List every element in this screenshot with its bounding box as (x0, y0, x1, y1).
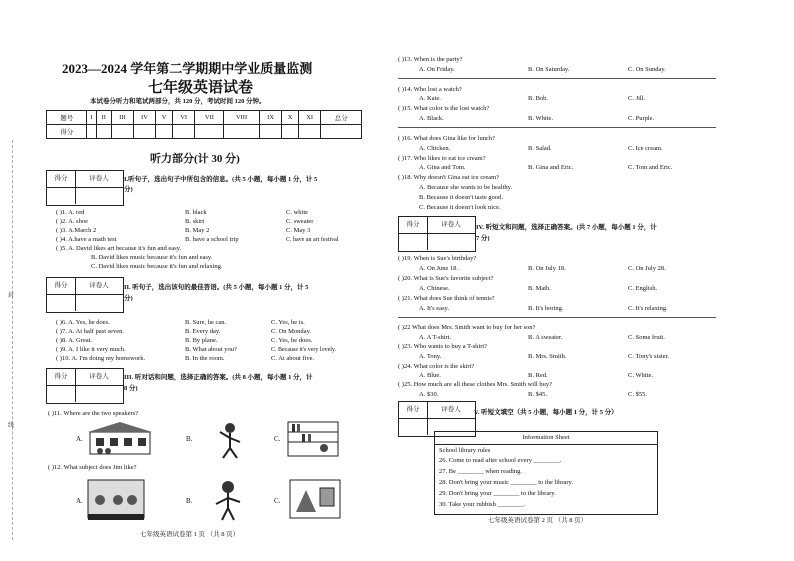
question-row: ( )24. What color is the skirt? (398, 363, 475, 370)
scorebox-label-grader: 评卷人 (76, 369, 122, 386)
margin-label-seal: 封 (8, 293, 15, 299)
score-head: III (112, 111, 134, 125)
option-c: C. May 3 (286, 227, 311, 234)
option-a: A. Black. (419, 115, 444, 122)
option-c: C. Because it's very lovely. (271, 347, 337, 353)
question-row: ( )15. What color is the lost watch? (398, 105, 490, 112)
score-row-label: 得分 (47, 125, 87, 139)
scorebox-label-score: 得分 (47, 369, 76, 386)
score-head: VIII (224, 111, 259, 125)
question-row: ( )10. A. I'm doing my homework. (56, 355, 146, 362)
option-b-label: B. (186, 435, 193, 443)
scorebox-label-grader: 评卷人 (76, 278, 122, 295)
option-c: C. Yes, he is. (271, 319, 305, 326)
option-b: B. Bob. (528, 95, 549, 102)
score-cell (298, 125, 321, 139)
page-2-footer: 七年级英语试卷第 2 页 （共 8 页） (488, 517, 588, 524)
option-c: C. Purple. (628, 115, 655, 122)
option-a: A. Chinese. (419, 285, 450, 292)
score-head: 题号 (47, 111, 87, 125)
information-sheet (434, 431, 658, 515)
section-2-instructions-cont: 分) (124, 295, 133, 302)
option-a-label: A. (76, 435, 83, 443)
scorebox-section-3 (46, 368, 124, 404)
option-a: A. Because she wants to be healthy. (419, 184, 513, 191)
score-head: 总分 (321, 111, 362, 125)
score-cell (96, 125, 111, 139)
score-head: I (87, 111, 96, 125)
binding-line (12, 140, 13, 540)
question-row: ( )4. A.have a math test (56, 236, 117, 243)
question-row: ( )13. When is the party? (398, 56, 463, 63)
score-cell (259, 125, 282, 139)
option-c: C. $55. (628, 391, 647, 398)
option-c: C. At about five. (271, 355, 315, 362)
option-c: C. Ice cream. (628, 145, 663, 152)
score-cell (321, 125, 362, 139)
option-c: C. Jill. (628, 95, 646, 102)
classroom-board-image (86, 478, 146, 522)
score-cell (195, 125, 224, 139)
option-b: B. Math. (528, 285, 551, 292)
section-3-instructions: III. 听对话和问题，选择正确的答案。(共 8 小题，每小题 1 分，计 (124, 374, 313, 381)
scorebox-label-score: 得分 (399, 402, 428, 419)
option-c: C. Because it doesn't look nice. (419, 204, 501, 211)
score-head: II (96, 111, 111, 125)
question-row: ( )19. When is Sue's birthday? (398, 255, 477, 262)
exam-note: 本试卷分听力和笔试两部分，共 120 分，考试时间 120 分钟。 (90, 98, 266, 105)
divider (398, 78, 716, 79)
option-c: C. Tom and Eric. (628, 164, 673, 171)
people-playing-image (210, 420, 250, 460)
question-row: ( )5. A. David likes art because it's fun and easy. (56, 245, 182, 252)
margin-label-line: 线 (8, 423, 15, 429)
option-a: A. A T-shirt. (419, 334, 452, 341)
score-cell (156, 125, 172, 139)
info-sheet-subtitle: School library rules (439, 447, 491, 454)
option-c: C. English. (628, 285, 658, 292)
option-b: B. On Saturday. (528, 66, 570, 73)
library-shelf-image (286, 418, 342, 458)
option-a: A. On June 18 . (419, 265, 460, 272)
option-b: B. have a school trip (185, 236, 239, 243)
option-a: A. Kate. (419, 95, 441, 102)
question-row: ( )3. A.March 2 (56, 227, 97, 234)
score-head: V (156, 111, 172, 125)
question-row: ( )2. A. shoe (56, 218, 88, 225)
score-cell (133, 125, 156, 139)
score-cell (172, 125, 195, 139)
option-a: A. It's easy. (419, 305, 449, 312)
option-c-label: C. (274, 497, 281, 505)
option-b: B. Red. (528, 372, 548, 379)
option-b: B. Because it doesn't taste good. (419, 194, 504, 201)
section-1-instructions: I.听句子，选出句子中所包含的信息。(共 5 小题，每小题 1 分，计 5 (124, 176, 318, 183)
score-cell (87, 125, 96, 139)
score-table (46, 110, 362, 139)
scorebox-label-grader: 评卷人 (428, 402, 474, 419)
question-row: ( )7. A. At half past seven. (56, 328, 125, 335)
option-c: C. Some fruit. (628, 334, 665, 341)
divider (435, 444, 657, 445)
option-b: B. White. (528, 115, 553, 122)
option-b: B. Mrs. Smith. (528, 353, 567, 360)
listening-section-title: 听力部分(计 30 分) (150, 153, 240, 165)
option-b: B. Salad. (528, 145, 552, 152)
question-row: ( )18. Why doesn't Gina eat ice cream? (398, 174, 500, 181)
question-row: ( )21. What does Sue think of tennis? (398, 295, 495, 302)
score-head: VII (195, 111, 224, 125)
question-row: ( )6. A. Yes, he does. (56, 319, 110, 326)
section-4-instructions-cont: 7 分) (476, 235, 490, 242)
option-c: C. white (286, 209, 309, 216)
question-12: ( )12. What subject does Jim like? (48, 464, 137, 471)
section-3-instructions-cont: 8 分) (124, 385, 138, 392)
option-a-label: A. (76, 497, 83, 505)
option-b: B. $45. (528, 391, 547, 398)
scorebox-section-2 (46, 277, 124, 313)
option-b: B. By plane. (185, 337, 218, 344)
option-c: C. It's relaxing. (628, 305, 668, 312)
scorebox-label-score: 得分 (47, 278, 76, 295)
section-5-instructions: V. 听短文填空（共 5 小题，每小题 1 分，计 5 分） (474, 409, 618, 416)
score-head: VI (172, 111, 195, 125)
option-b: B. A sweater. (528, 334, 563, 341)
question-row: ( )20. What is Sue's favorite subject? (398, 275, 494, 282)
option-c: C. White. (628, 372, 653, 379)
option-c: C. On Monday. (271, 328, 312, 335)
divider (398, 317, 716, 318)
question-row: ( )1. A. red (56, 209, 85, 216)
scorebox-section-1 (46, 170, 124, 206)
score-cell (224, 125, 259, 139)
option-b: B. What about you? (185, 346, 237, 353)
question-row: ( )16. What does Gina like for lunch? (398, 135, 495, 142)
question-row: ( )9. A. I like it very much. (56, 346, 126, 353)
score-head: X (282, 111, 298, 125)
question-row: ( )22 What does Mrs. Smith want to buy for her son? (398, 324, 536, 331)
question-row: ( )8. A. Great. (56, 337, 93, 344)
option-b: B. black (185, 209, 207, 216)
blank-line-27: 27. Be ________ when reading. (439, 468, 523, 475)
option-b: B. Every day. (185, 328, 221, 335)
question-11: ( )11. Where are the two speakers? (48, 410, 139, 417)
option-c: C. On July 28. (628, 265, 666, 272)
option-a: A. Gina and Tom. (419, 164, 466, 171)
option-b: B. Gina and Eric. (528, 164, 574, 171)
option-c-label: C. (274, 435, 281, 443)
exam-title-line1: 2023—2024 学年第二学期期中学业质量监测 (62, 61, 313, 76)
option-a: A. Blue. (419, 372, 441, 379)
option-a: A. Tony. (419, 353, 442, 360)
option-b: B. David likes music because it's fun and easy. (91, 254, 213, 261)
scorebox-label-grader: 评卷人 (76, 171, 122, 188)
musician-image (208, 478, 248, 522)
scorebox-section-4 (398, 216, 476, 252)
option-a: A. $30. (419, 391, 439, 398)
option-b: B. On July 18. (528, 265, 566, 272)
option-b: B. It's boring. (528, 305, 564, 312)
question-row: ( )23. Who wants to buy a T-shirt? (398, 343, 488, 350)
exam-title-line2: 七年级英语试卷 (148, 80, 254, 96)
option-c: C. have an art festival (286, 237, 339, 243)
question-row: ( )14. Who lost a watch? (398, 86, 462, 93)
question-row: ( )25. How much are all these clothes Mrs. Smith will buy? (398, 381, 552, 388)
score-cell (282, 125, 298, 139)
option-b: B. skirt (185, 218, 205, 225)
option-b-label: B. (186, 497, 193, 505)
score-head: IV (133, 111, 156, 125)
question-row: ( )17. Who likes to eat ice cream? (398, 155, 486, 162)
option-c: C. David likes music because it's fun and relaxing. (91, 263, 223, 270)
blank-line-26: 26. Come to read after school every ________. (439, 457, 562, 464)
section-1-instructions-cont: 分) (124, 186, 133, 193)
scorebox-label-score: 得分 (47, 171, 76, 188)
option-b: B. Sure, he can. (185, 319, 227, 326)
school-building-image (86, 420, 156, 456)
scorebox-label-score: 得分 (399, 217, 428, 234)
score-head: IX (259, 111, 282, 125)
option-b: B. In the room. (185, 355, 225, 362)
divider (398, 127, 716, 128)
info-sheet-title: Information Sheet (522, 434, 570, 441)
blank-line-28: 28. Don't bring your music ________ to the library. (439, 479, 573, 486)
blank-line-30: 30. Take your rubbish ________. (439, 501, 526, 508)
score-head: XI (298, 111, 321, 125)
option-a: A. Chicken. (419, 145, 451, 152)
blank-line-29: 29. Don't bring your ________ to the library. (439, 490, 556, 497)
option-c: C. On Sunday. (628, 66, 666, 73)
scorebox-label-grader: 评卷人 (428, 217, 474, 234)
score-cell (112, 125, 134, 139)
option-c: C. Yes, he does. (271, 337, 313, 344)
option-c: C. Tony's sister. (628, 353, 670, 360)
option-b: B. May 2 (185, 227, 210, 234)
section-4-instructions: IV. 听短文和问题，选择正确答案。(共 7 小题，每小题 1 分，计 (476, 224, 657, 231)
option-c: C. sweater (286, 218, 314, 225)
option-a: A. On Friday. (419, 66, 455, 73)
section-2-instructions: II. 听句子，选出该句的最佳答语。(共 5 小题，每小题 1 分，计 5 (124, 284, 309, 291)
page-1-footer: 七年级英语试卷第 1 页 （共 8 页） (140, 531, 240, 538)
art-class-image (286, 476, 344, 522)
